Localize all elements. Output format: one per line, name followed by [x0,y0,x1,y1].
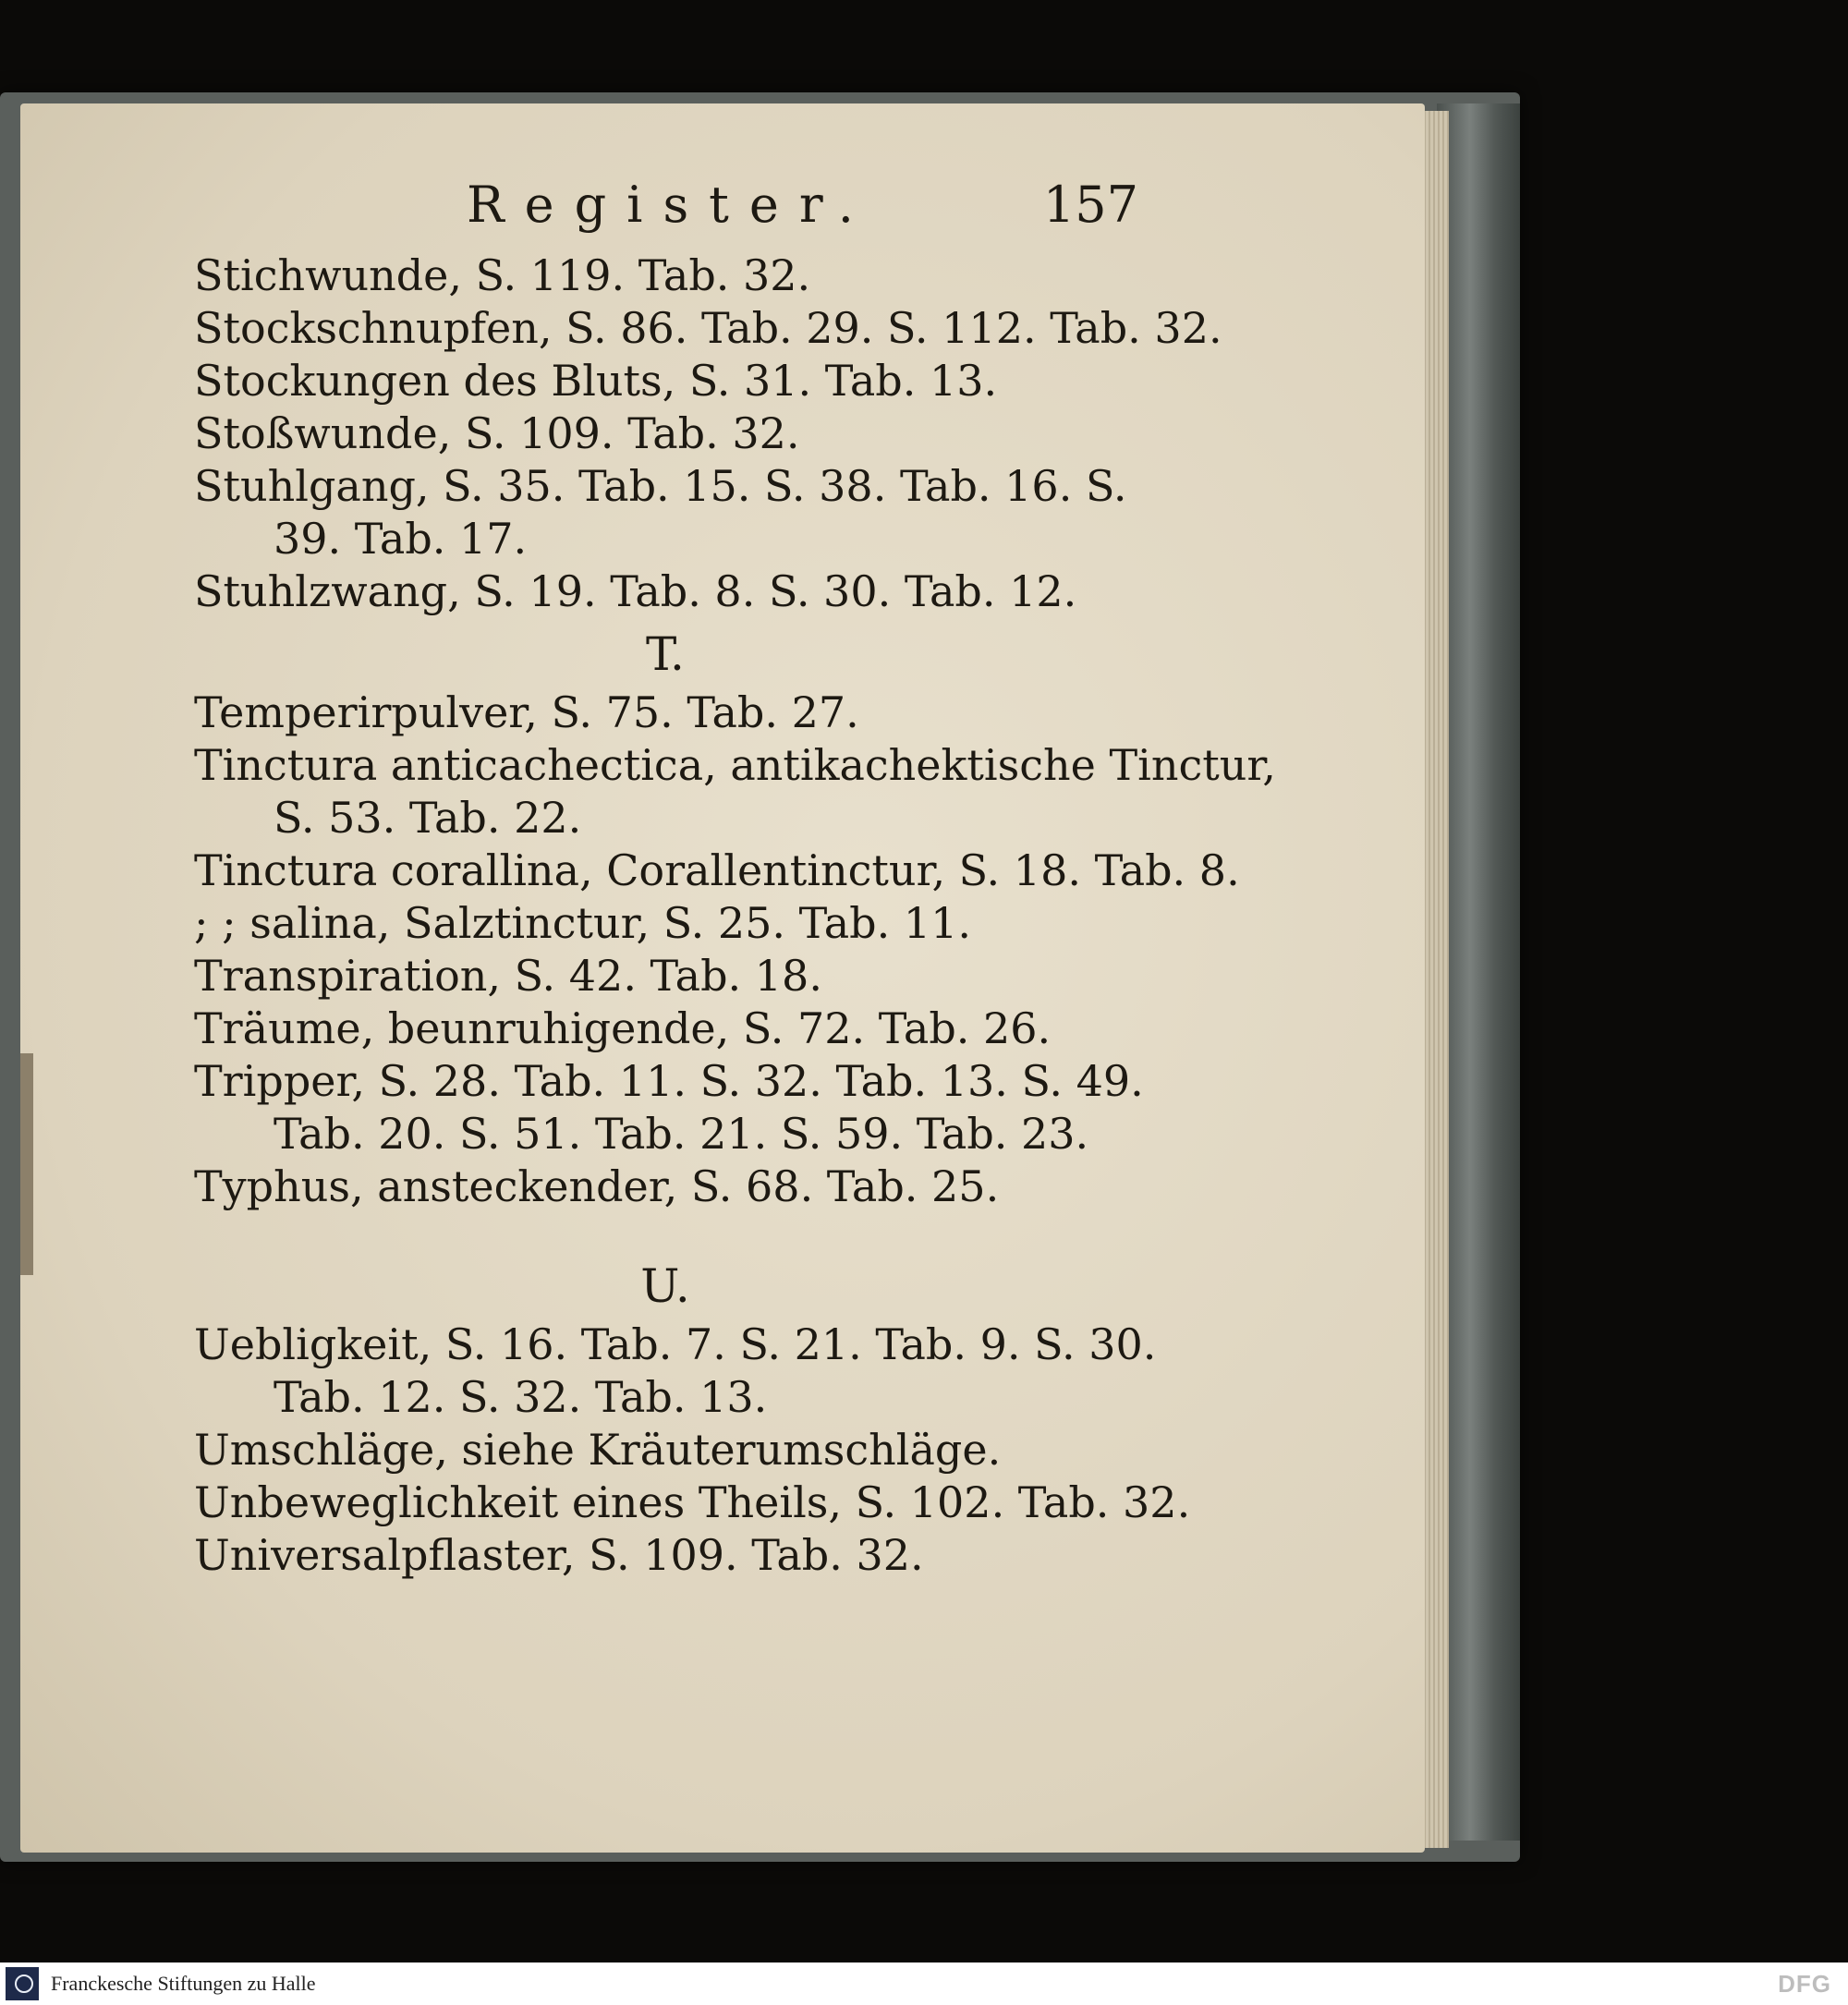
register-text [194,176,1276,1582]
index-entry: Tinctura anticachectica, antikachektische Tinctur, [194,740,1276,790]
page-number: 157 [1042,176,1138,234]
index-entry: Temperirpulver, S. 75. Tab. 27. [194,687,859,737]
index-entry: Tinctura corallina, Corallentinctur, S. 18. Tab. 8. [194,845,1240,895]
entries-t [194,687,1276,1213]
index-entry: Stockschnupfen, S. 86. Tab. 29. S. 112. Tab. 32. [194,303,1222,353]
index-entry: Stockungen des Bluts, S. 31. Tab. 13. [194,356,998,406]
index-entry: Stuhlzwang, S. 19. Tab. 8. S. 30. Tab. 12. [194,566,1077,616]
index-entry: Stuhlgang, S. 35. Tab. 15. S. 38. Tab. 16. S. [194,461,1127,511]
index-entry: Typhus, ansteckender, S. 68. Tab. 25. [194,1161,1000,1211]
index-entry: Unbeweglichkeit eines Theils, S. 102. Tab. 32. [194,1477,1191,1527]
entries-s [194,249,1222,618]
index-entry: Träume, beunruhigende, S. 72. Tab. 26. [194,1003,1052,1053]
book-spine [1437,103,1520,1841]
index-entry: Transpiration, S. 42. Tab. 18. [194,951,822,1001]
entry-continuation: 39. Tab. 17. [274,514,528,564]
index-entry: Universalpflaster, S. 109. Tab. 32. [194,1530,924,1580]
section-gap [194,1213,1137,1250]
entry-continuation: Tab. 20. S. 51. Tab. 21. S. 59. Tab. 23. [274,1109,1089,1159]
binding-thread [20,1053,33,1275]
dfg-logo: DFG [1778,1970,1831,1998]
institution-name: Franckesche Stiftungen zu Halle [51,1972,316,1995]
section-letter-t: T. [646,627,685,681]
running-head: Register. [467,176,874,234]
index-entry: Stoßwunde, S. 109. Tab. 32. [194,408,800,458]
index-entry: Uebligkeit, S. 16. Tab. 7. S. 21. Tab. 9. S. 30. [194,1319,1157,1369]
index-entry: ; ; salina, Salztinctur, S. 25. Tab. 11. [194,898,972,948]
footer-bar [0,1962,1848,2005]
index-entry: Stichwunde, S. 119. Tab. 32. [194,250,811,300]
institution-logo [6,1967,39,2000]
index-entry: Tripper, S. 28. Tab. 11. S. 32. Tab. 13. S. 49. [194,1056,1144,1106]
section-letter-u: U. [640,1259,690,1313]
page-header [194,176,1137,249]
entry-continuation: S. 53. Tab. 22. [274,793,582,843]
index-entry: Umschläge, siehe Kräuterumschläge. [194,1425,1002,1475]
entry-continuation: Tab. 12. S. 32. Tab. 13. [274,1372,768,1422]
entries-u [194,1318,1191,1582]
